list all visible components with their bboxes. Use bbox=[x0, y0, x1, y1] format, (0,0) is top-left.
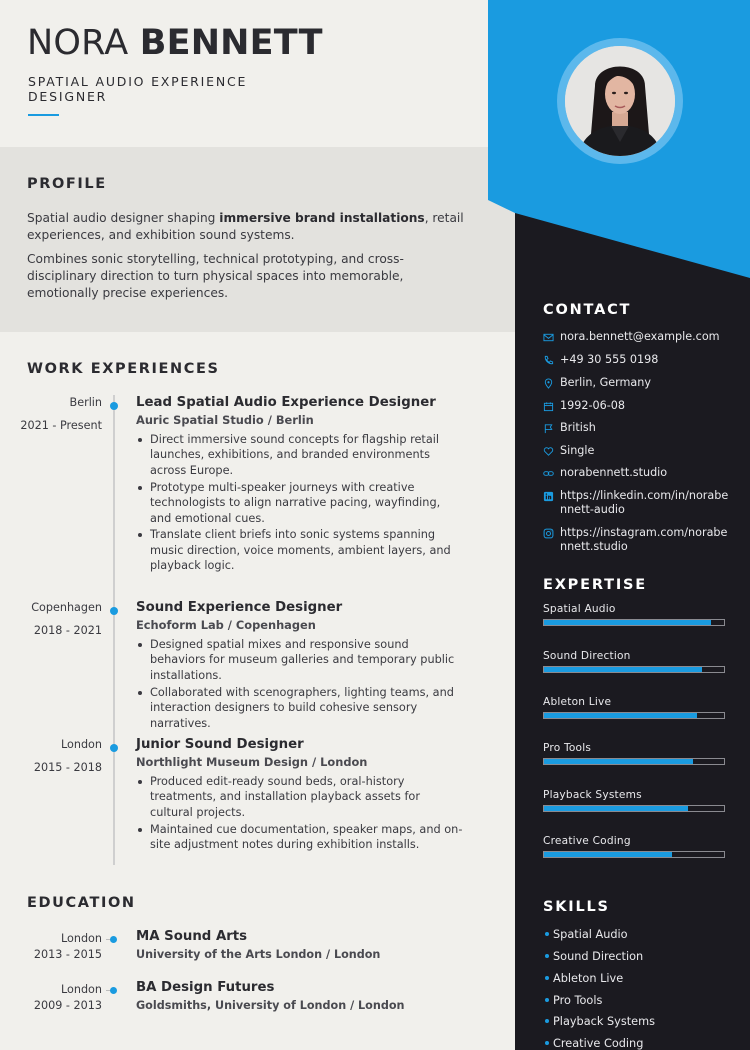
contact-email-text[interactable]: nora.bennett@example.com bbox=[560, 330, 720, 343]
person-name bbox=[27, 22, 323, 64]
bullet-dot bbox=[545, 976, 549, 980]
job-dates: 2021 - Present bbox=[20, 419, 102, 432]
contact-nationality-text: British bbox=[560, 421, 596, 434]
link-icon bbox=[543, 468, 554, 479]
job-company: Northlight Museum Design / London bbox=[136, 755, 368, 769]
profile-text: , retail experiences, and exhibition sound systems. bbox=[27, 211, 464, 242]
job-company: Auric Spatial Studio / Berlin bbox=[136, 413, 314, 427]
job-dates: 2015 - 2018 bbox=[33, 761, 102, 774]
job-bullet: Direct immersive sound concepts for flagship retail launches, exhibitions, and branded environments across Europe. bbox=[150, 432, 465, 478]
job-location: London bbox=[60, 738, 102, 751]
job-company: Echoform Lab / Copenhagen bbox=[136, 618, 316, 632]
instagram-icon bbox=[543, 528, 554, 539]
expertise-bar bbox=[543, 851, 725, 858]
contact-heading: CONTACT bbox=[543, 302, 632, 318]
contact-location-text: Berlin, Germany bbox=[560, 376, 651, 389]
contact-instagram-text[interactable]: https://instagram.com/norabennett.studio bbox=[560, 526, 728, 553]
job-meta bbox=[0, 395, 102, 434]
education-degree: MA Sound Arts bbox=[136, 929, 248, 944]
last-name: BENNETT bbox=[139, 23, 323, 63]
expertise-label: Sound Direction bbox=[543, 650, 631, 662]
education-location: London bbox=[60, 983, 102, 996]
timeline-dot bbox=[110, 936, 117, 943]
education-location: London bbox=[60, 932, 102, 945]
job-bullet: Maintained cue documentation, speaker maps, and on-site adjustment notes during exhibition installs. bbox=[150, 822, 465, 853]
timeline-dot bbox=[110, 744, 118, 752]
education-school: Goldsmiths, University of London / London bbox=[136, 999, 405, 1012]
expertise-bar-fill bbox=[544, 713, 697, 718]
expertise-bar-fill bbox=[544, 806, 688, 811]
job-meta bbox=[0, 600, 102, 639]
heart-icon bbox=[543, 446, 554, 457]
bullet-dot bbox=[545, 1041, 549, 1045]
job-bullet: Collaborated with scenographers, lighting teams, and interaction designers to build cohesive sensory narratives. bbox=[150, 685, 465, 731]
contact-website-text[interactable]: norabennett.studio bbox=[560, 466, 668, 479]
education-heading: EDUCATION bbox=[27, 895, 136, 911]
profile-text: Spatial audio designer shaping bbox=[27, 211, 220, 225]
job-role: Lead Spatial Audio Experience Designer bbox=[136, 395, 436, 410]
job-location: Berlin bbox=[69, 396, 102, 409]
expertise-label: Pro Tools bbox=[543, 742, 592, 754]
contact-birthdate-text: 1992-06-08 bbox=[560, 399, 626, 412]
expertise-bar bbox=[543, 666, 725, 673]
expertise-label: Creative Coding bbox=[543, 835, 631, 847]
expertise-bar bbox=[543, 712, 725, 719]
profile-highlight: immersive brand installations bbox=[219, 211, 425, 225]
education-meta bbox=[0, 931, 102, 963]
education-school: University of the Arts London / London bbox=[136, 948, 381, 961]
profile-description: Combines sonic storytelling, technical prototyping, and cross-disciplinary direction to turn physical spaces into memorable, emotionally precise experiences. bbox=[27, 252, 404, 300]
mail-icon bbox=[543, 332, 554, 343]
job-location: Copenhagen bbox=[31, 601, 102, 614]
timeline-dot bbox=[110, 987, 117, 994]
profile-summary bbox=[27, 210, 467, 244]
education-dates: 2009 - 2013 bbox=[33, 999, 102, 1012]
expertise-bar bbox=[543, 758, 725, 765]
expertise-label: Playback Systems bbox=[543, 789, 642, 801]
job-title: SPATIAL AUDIO EXPERIENCE DESIGNER bbox=[28, 74, 248, 104]
bullet-dot bbox=[545, 954, 549, 958]
phone-icon bbox=[543, 355, 554, 366]
contact-marital-status-text: Single bbox=[560, 444, 595, 457]
job-role: Sound Experience Designer bbox=[136, 600, 343, 615]
expertise-bar-fill bbox=[544, 852, 672, 857]
education-dates: 2013 - 2015 bbox=[33, 948, 102, 961]
education-degree: BA Design Futures bbox=[136, 980, 275, 995]
job-bullet: Produced edit-ready sound beds, oral-history treatments, and installation playback assets for cultural projects. bbox=[150, 774, 465, 820]
job-bullet: Designed spatial mixes and responsive sound behaviors for museum galleries and temporary public installations. bbox=[150, 637, 465, 683]
skill-label: Spatial Audio bbox=[553, 928, 628, 941]
job-bullets bbox=[150, 774, 465, 854]
expertise-label: Spatial Audio bbox=[543, 603, 616, 615]
skill-label: Ableton Live bbox=[553, 972, 624, 985]
education-meta bbox=[0, 982, 102, 1014]
skill-label: Sound Direction bbox=[553, 950, 644, 963]
job-bullet: Translate client briefs into sonic systems spanning music direction, voice moments, ambient layers, and playback logic. bbox=[150, 527, 465, 573]
job-bullets bbox=[150, 432, 465, 575]
first-name: NORA bbox=[27, 23, 129, 63]
timeline-line bbox=[113, 395, 115, 865]
resume-header bbox=[0, 0, 515, 147]
skills-heading: SKILLS bbox=[543, 899, 610, 915]
expertise-bar-fill bbox=[544, 620, 711, 625]
bullet-dot bbox=[545, 1019, 549, 1023]
bullet-dot bbox=[545, 932, 549, 936]
profile-section bbox=[0, 147, 515, 332]
linkedin-icon bbox=[543, 491, 554, 502]
timeline-dot bbox=[110, 402, 118, 410]
title-underline bbox=[28, 114, 59, 116]
skill-label: Pro Tools bbox=[553, 994, 603, 1007]
expertise-bar-fill bbox=[544, 667, 702, 672]
job-bullets bbox=[150, 637, 465, 732]
profile-photo bbox=[565, 46, 675, 156]
portrait-illustration bbox=[565, 46, 675, 156]
expertise-bar bbox=[543, 619, 725, 626]
job-meta bbox=[0, 737, 102, 776]
expertise-label: Ableton Live bbox=[543, 696, 612, 708]
profile-heading: PROFILE bbox=[27, 176, 107, 192]
job-dates: 2018 - 2021 bbox=[33, 624, 102, 637]
expertise-bar bbox=[543, 805, 725, 812]
expertise-heading: EXPERTISE bbox=[543, 577, 647, 593]
job-bullet: Prototype multi-speaker journeys with creative technologists to align narrative pacing, wayfinding, and emotional cues. bbox=[150, 480, 465, 526]
expertise-bar-fill bbox=[544, 759, 693, 764]
work-heading: WORK EXPERIENCES bbox=[27, 361, 220, 377]
bullet-dot bbox=[545, 998, 549, 1002]
skill-label: Creative Coding bbox=[553, 1037, 644, 1050]
timeline-dot bbox=[110, 607, 118, 615]
contact-phone-text[interactable]: +49 30 555 0198 bbox=[560, 353, 659, 366]
calendar-icon bbox=[543, 401, 554, 412]
location-pin-icon bbox=[543, 378, 554, 389]
job-role: Junior Sound Designer bbox=[136, 737, 304, 752]
contact-linkedin-text[interactable]: https://linkedin.com/in/norabennett-audio bbox=[560, 489, 729, 516]
flag-icon bbox=[543, 423, 554, 434]
skill-label: Playback Systems bbox=[553, 1015, 656, 1028]
